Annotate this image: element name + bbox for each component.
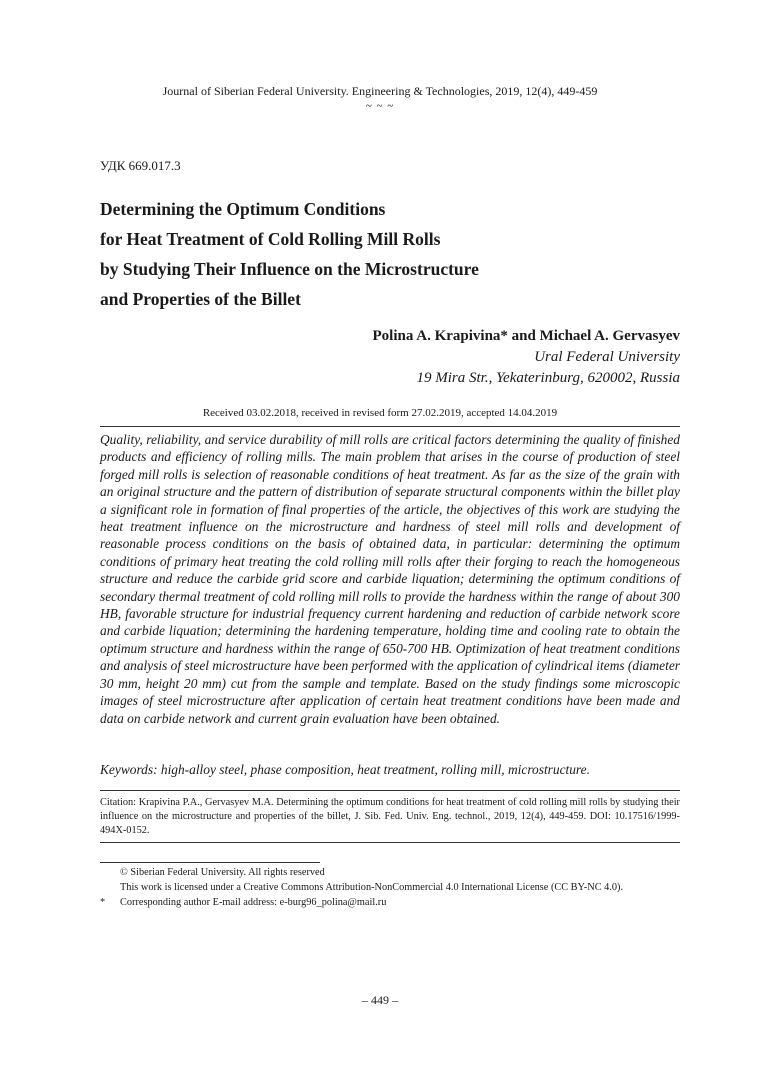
footnote-license: This work is licensed under a Creative Commons Attribution-NonCommercial 4.0 International License (CC BY-NC 4.0). [120,882,624,893]
header-ornament: ~ ~ ~ [365,100,395,112]
journal-header: Journal of Siberian Federal University. Engineering & Technologies, 2019, 12(4), 449-459 [162,84,598,98]
paper-title [100,194,680,314]
affiliation: Ural Federal University [534,349,680,365]
address: 19 Mira Str., Yekaterinburg, 620002, Russia [416,370,680,386]
footnote-asterisk: * [100,897,106,908]
citation: Citation: Krapivina P.A., Gervasyev M.A. Determining the optimum conditions for heat treatment of cold rolling mill rolls by studying their influence on the microstructure and properties of the billet, J. Sib. Fed. Univ. Eng. technol., 2019, 12(4), 449-459. DOI: 10.17516/1999-494X-0152. [100,797,680,836]
author-names: Polina A. Krapivina* and Michael A. Gervasyev [372,328,680,344]
footnote-copyright: © Siberian Federal University. All rights reserved [120,867,325,878]
title-line: by Studying Their Influence on the Microstructure [100,259,479,279]
page-number: – 449 – [362,993,398,1007]
author-block [372,326,680,389]
keywords: Keywords: high-alloy steel, phase composition, heat treatment, rolling mill, microstructure. [100,762,590,777]
divider [100,426,680,427]
footnote-corresponding: * Corresponding author E-mail address: e-burg96_polina@mail.ru [100,897,387,908]
received-dates: Received 03.02.2018, received in revised form 27.02.2019, accepted 14.04.2019 [202,407,558,419]
footnote-divider [100,862,320,863]
udk-code: УДК 669.017.3 [100,158,181,173]
divider [100,790,680,791]
title-line: and Properties of the Billet [100,289,301,309]
abstract: Quality, reliability, and service durability of mill rolls are critical factors determining the quality of finished products and efficiency of rolling mills. The main problem that arises in the course of production of steel forged mill rolls is selection of reasonable conditions of heat treatment. As far as the size of the grain with an original structure and the pattern of distribution of separate structural components within the billet play a significant role in formation of final properties of the article, the objectives of this work are studying the heat treatment influence on the microstructure and hardness of steel mill rolls and development of reasonable process conditions on the basis of obtained data, in particular: determining the optimum conditions of primary heat treating the cold rolling mill rolls after their forging to reach the homogeneous structure and reduce the carbide grid score and carbide liquation; determining the optimum conditions of secondary thermal treatment of cold rolling mill rolls to provide the hardness within the range of about 300 HB, favorable structure for industrial frequency current hardening and reduction of carbide network score and carbide liquation; determining the hardening temperature, holding time and cooling rate to obtain the optimum structure and hardness within the range of 650-700 HB. Optimization of heat treatment conditions and analysis of steel microstructure have been performed with the application of cylindrical items (diameter 30 mm, height 20 mm) cut from the sample and template. Based on the study findings some microscopic images of steel microstructure after application of certain heat treatment conditions have been made and data on carbide network and current grain evaluation have been obtained. [100,432,680,726]
divider [100,842,680,843]
title-line: Determining the Optimum Conditions [100,199,386,219]
title-line: for Heat Treatment of Cold Rolling Mill Rolls [100,229,441,249]
